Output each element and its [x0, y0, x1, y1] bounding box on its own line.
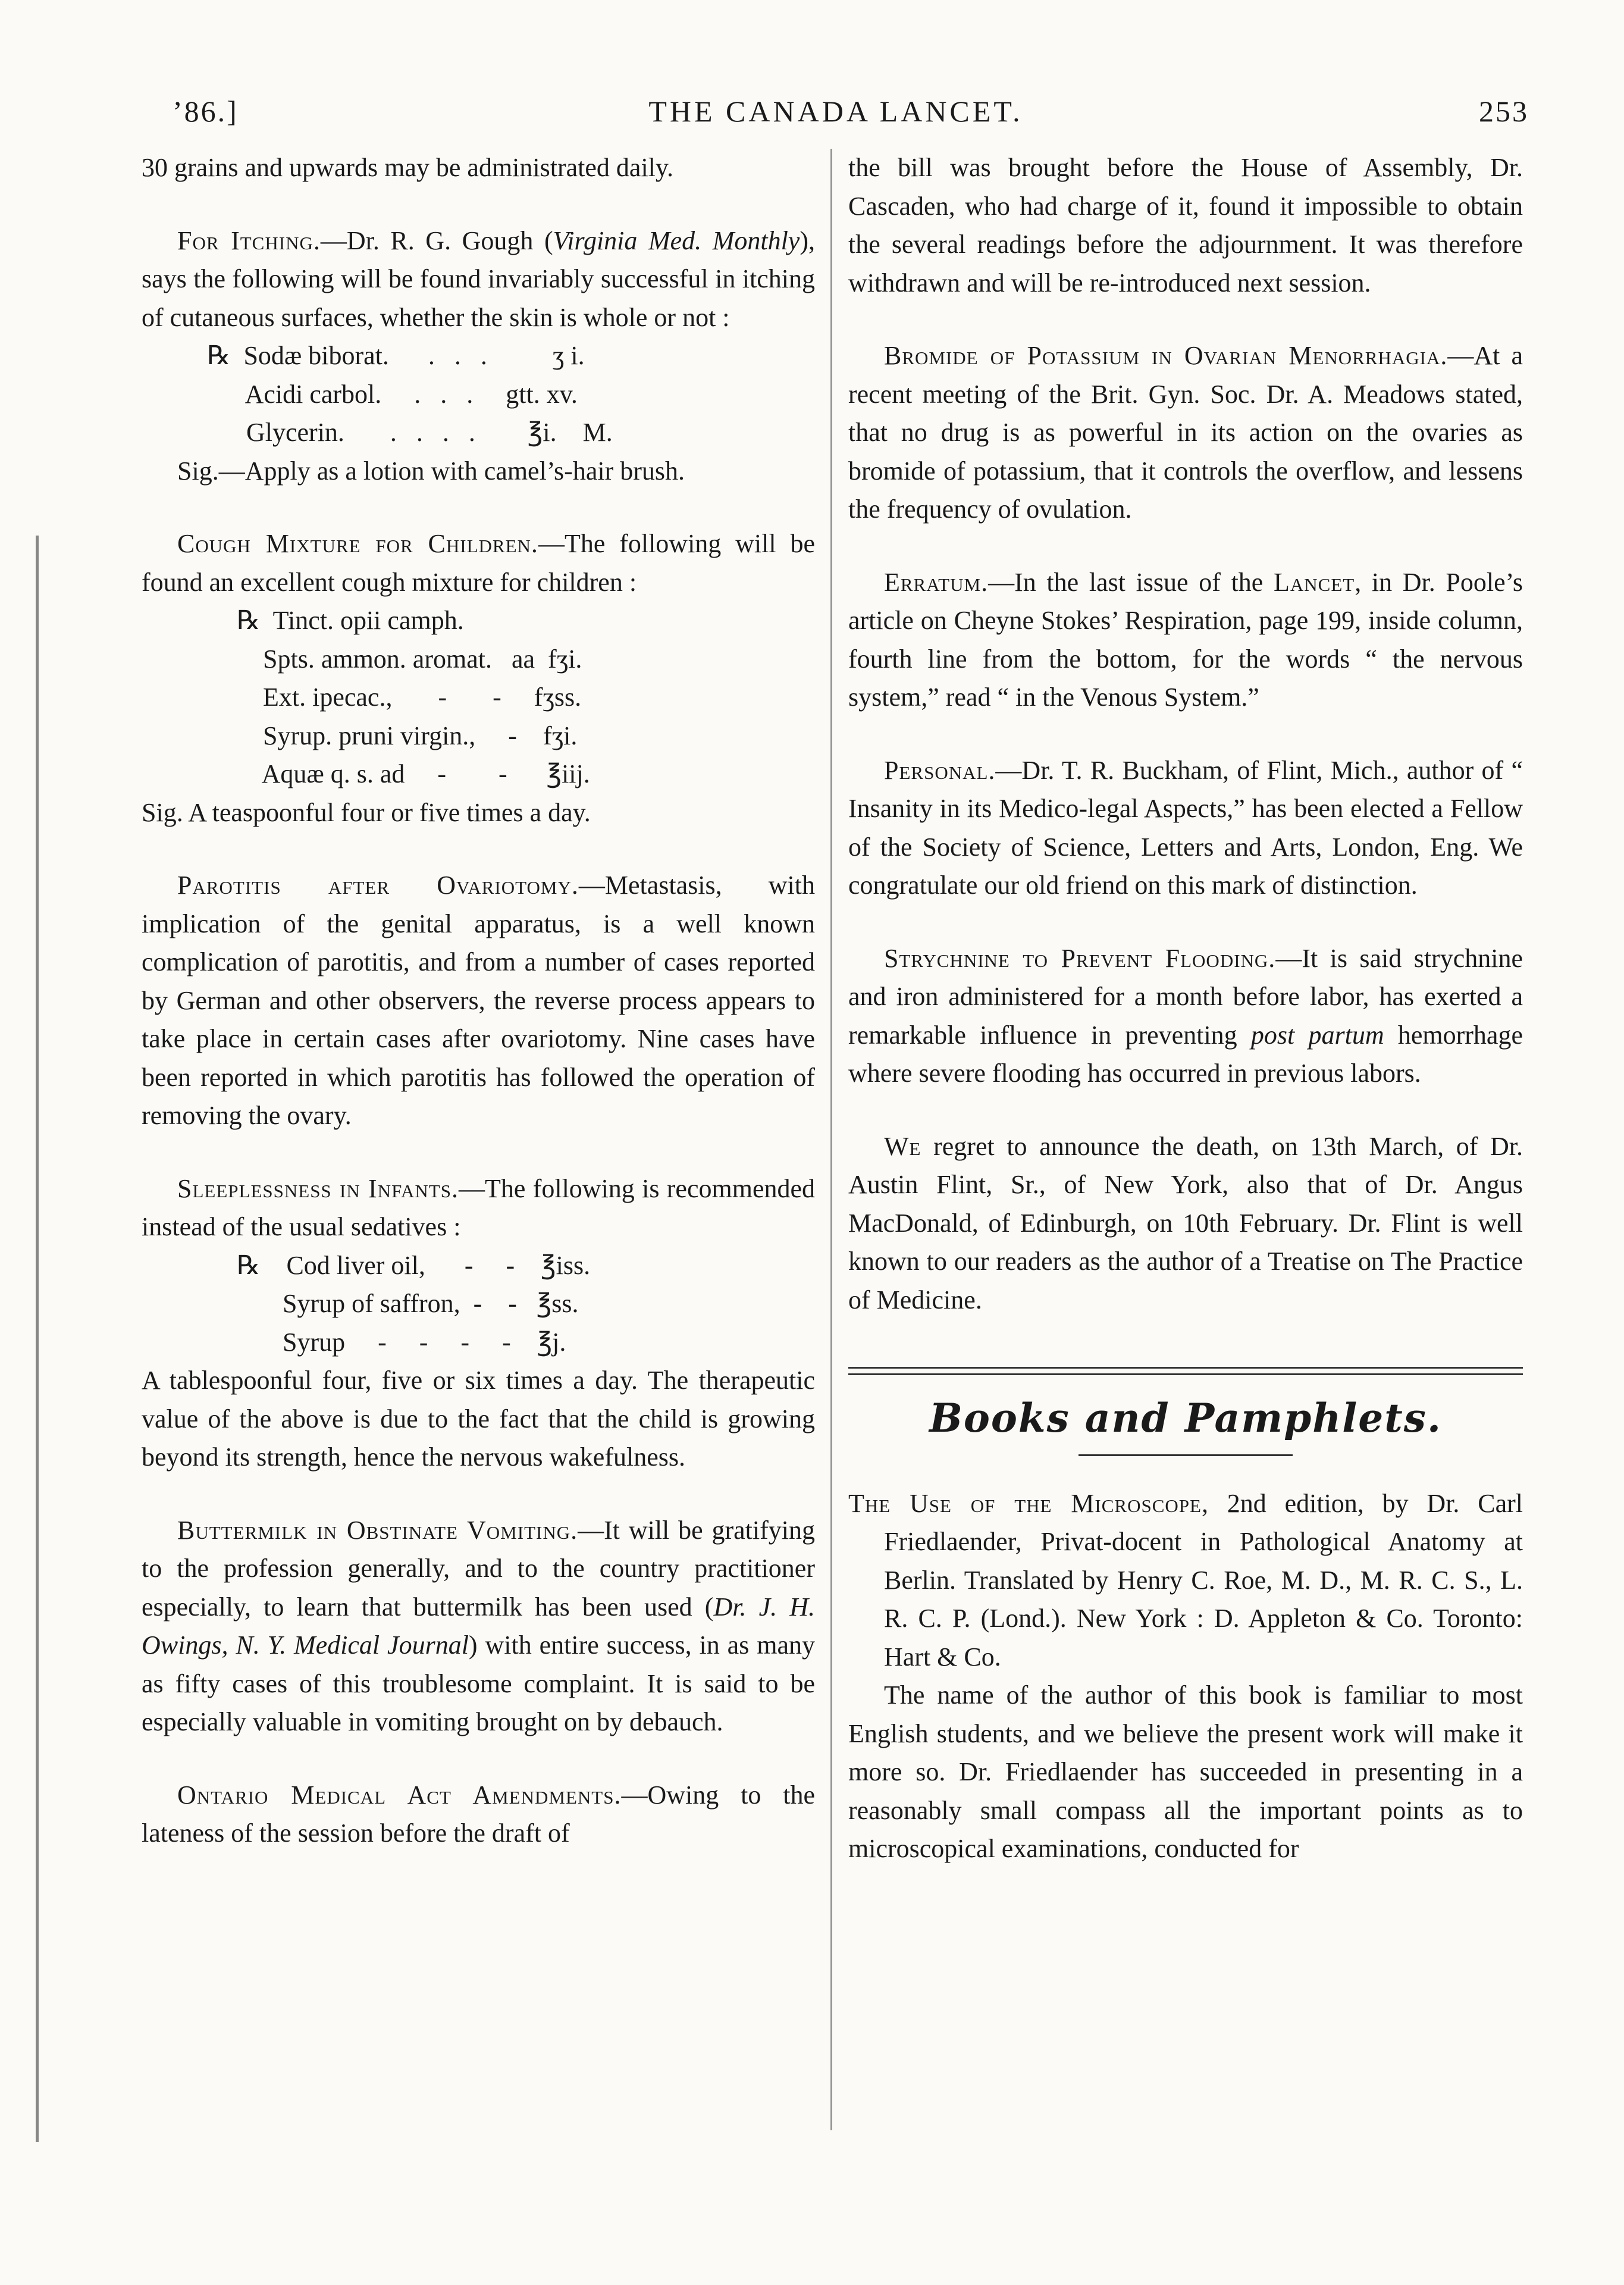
books-section-title: Books and Pamphlets.: [929, 1395, 1442, 1441]
rx-line: Spts. ammon. aromat. aa fʒi.: [237, 644, 582, 674]
article-erratum: [848, 564, 1523, 717]
sleep-title: Sleeplessness in Infants.: [177, 1173, 459, 1203]
rx-line: ℞ Sodæ biborat. . . . ʒ i.: [207, 341, 585, 370]
journal-title: THE CANADA LANCET.: [648, 95, 1023, 128]
erratum-body-1: —In the last issue of the: [988, 567, 1274, 597]
rx-line: ℞ Tinct. opii camph.: [237, 606, 464, 635]
article-death-notice: [848, 1128, 1523, 1320]
left-column: [142, 149, 815, 1853]
cough-body: —The following will be found an excellent cough mixture for children :: [142, 529, 815, 597]
erratum-lancet: Lancet: [1274, 567, 1355, 597]
death-lead: We: [884, 1131, 921, 1161]
strychnine-body-1: —It is said strychnine and iron administered for a month before labor, has exerted a remarkable influence in preventing: [848, 943, 1523, 1050]
ontario-continued: the bill was brought before the House of Assembly, Dr. Cascaden, who had charge of it, found it impossible to obtain the several readings before the adjournment. It was therefore withdrawn and will be re-introduced next session.: [848, 153, 1523, 298]
rx-line: Syrup of saffron, - - ℥ss.: [237, 1289, 579, 1318]
itching-journal: Virginia Med. Monthly: [553, 226, 800, 255]
itching-title: For Itching.: [177, 226, 321, 255]
rx-line: Syrup - - - - ℥j.: [237, 1327, 566, 1357]
running-header: [143, 89, 1529, 137]
strychnine-title: Strychnine to Prevent Flooding.: [884, 943, 1276, 973]
microscope-title: The Use of the Microscope,: [848, 1488, 1209, 1518]
bromide-body: —At a recent meeting of the Brit. Gyn. Soc. Dr. A. Meadows stated, that no drug is as powerful in its action on the ovaries as bromide of potassium, that it controls the overflow, and lessens the frequency of ovulation.: [848, 341, 1523, 524]
bromide-title: Bromide of Potassium in Ovarian Menorrhagia.: [884, 341, 1448, 370]
title-rule: [1079, 1454, 1293, 1456]
cough-prescription: [142, 602, 815, 794]
article-cough: [142, 525, 815, 832]
article-parotitis: [142, 866, 815, 1135]
article-itching: [142, 222, 815, 491]
itching-prescription: [142, 337, 815, 452]
microscope-review: The name of the author of this book is familiar to most English students, and we believe the present work will make it more so. Dr. Friedlaender has succeeded in presenting in a reasonably small compass all the important points as to microscopical examinations, conducted for: [848, 1680, 1523, 1863]
section-rule: [848, 1367, 1523, 1375]
rx-line: Acidi carbol. . . . gtt. xv.: [207, 379, 578, 409]
column-divider: [830, 149, 832, 2130]
cough-sig: Sig. A teaspoonful four or five times a day.: [142, 797, 591, 827]
header-year: ’86.]: [173, 95, 239, 128]
erratum-title: Erratum.: [884, 567, 989, 597]
article-sleeplessness: [142, 1170, 815, 1477]
review-microscope: [848, 1485, 1523, 1868]
article-ontario: [142, 1776, 815, 1853]
sleep-body: —The following is recommended instead of the usual sedatives :: [142, 1173, 815, 1241]
personal-title: Personal.: [884, 755, 996, 785]
buttermilk-title: Buttermilk in Obstinate Vomiting.: [177, 1515, 578, 1545]
article-personal: [848, 752, 1523, 905]
cough-title: Cough Mixture for Children.: [177, 529, 538, 558]
page-number: 253: [1479, 95, 1529, 128]
sleep-after: A tablespoonful four, five or six times a day. The therapeutic value of the above is due to the fact that the child is growing beyond its strength, hence the nervous wakefulness.: [142, 1366, 815, 1472]
article-strychnine: [848, 940, 1523, 1093]
right-column: [848, 149, 1523, 1868]
itching-body-2: ), says the following will be found invariably successful in itching of cutaneous surfaces, whether the skin is whole or not :: [142, 226, 815, 332]
buttermilk-body-1: —It will be gratifying to the profession generally, and to the country practitioner especially, to learn that buttermilk has been used (: [142, 1515, 815, 1622]
rx-line: ℞ Cod liver oil, - - ℥iss.: [237, 1250, 591, 1280]
parotitis-title: Parotitis after Ovariotomy.: [177, 871, 579, 900]
rx-line: Ext. ipecac., - - fʒss.: [237, 683, 582, 712]
buttermilk-body-2: ) with entire success, in as many as fifty cases of this troublesome complaint. It is said to be especially valuable in vomiting brought on by debauch.: [142, 1630, 815, 1736]
itching-sig: Sig.—Apply as a lotion with camel’s-hair brush.: [177, 456, 685, 486]
strychnine-em: post partum: [1250, 1020, 1384, 1050]
itching-body-1: —Dr. R. G. Gough (: [320, 226, 553, 255]
personal-body: —Dr. T. R. Buckham, of Flint, Mich., author of “ Insanity in its Medico-legal Aspects,” has been elected a Fellow of the Society of Science, Letters and Arts, London, Eng. We congratulate our old friend on this mark of distinction.: [848, 755, 1523, 900]
parotitis-body: —Metastasis, with implication of the genital apparatus, is a well known complication of parotitis, and from a number of cases reported by German and other observers, the reverse process appears to take place in certain cases after ovariotomy. Nine cases have been reported in which parotitis has followed the operation of removing the ovary.: [142, 871, 816, 1130]
article-buttermilk: [142, 1511, 815, 1742]
buttermilk-cite: Dr. J. H. Owings, N. Y. Medical Journal: [142, 1592, 816, 1660]
microscope-citation: 2nd edition, by Dr. Carl Friedlaender, Privat-docent in Pathological Anatomy at Berlin. Translated by Henry C. Roe, M. D., M. R. C. S., L. R. C. P. (Lond.). New York : D. Appleton & Co. Toronto: Hart & Co.: [884, 1488, 1523, 1672]
intro-paragraph: 30 grains and upwards may be administrated daily.: [142, 153, 674, 182]
binding-edge: [36, 536, 39, 2142]
article-bromide: [848, 337, 1523, 529]
erratum-body-2: , in Dr. Poole’s article on Cheyne Stokes’ Respiration, page 199, inside column, fourth line from the bottom, for the words “ the nervous system,” read “ in the Venous System.”: [848, 567, 1523, 712]
sleep-prescription: [142, 1247, 815, 1362]
ontario-title: Ontario Medical Act Amendments.: [177, 1780, 622, 1810]
ontario-body: —Owing to the lateness of the session before the draft of: [142, 1780, 815, 1848]
death-body: regret to announce the death, on 13th March, of Dr. Austin Flint, Sr., of New York, also that of Dr. Angus MacDonald, of Edinburgh, on 10th February. Dr. Flint is well known to our readers as the author of a Treatise on The Practice of Medicine.: [848, 1131, 1523, 1314]
rx-line: Aquæ q. s. ad - - ℥iij.: [237, 759, 590, 788]
rx-line: Syrup. pruni virgin., - fʒi.: [237, 721, 578, 750]
rx-line: Glycerin. . . . . ℥i. M.: [207, 418, 613, 447]
strychnine-body-2: hemorrhage where severe flooding has occurred in previous labors.: [848, 1020, 1523, 1088]
